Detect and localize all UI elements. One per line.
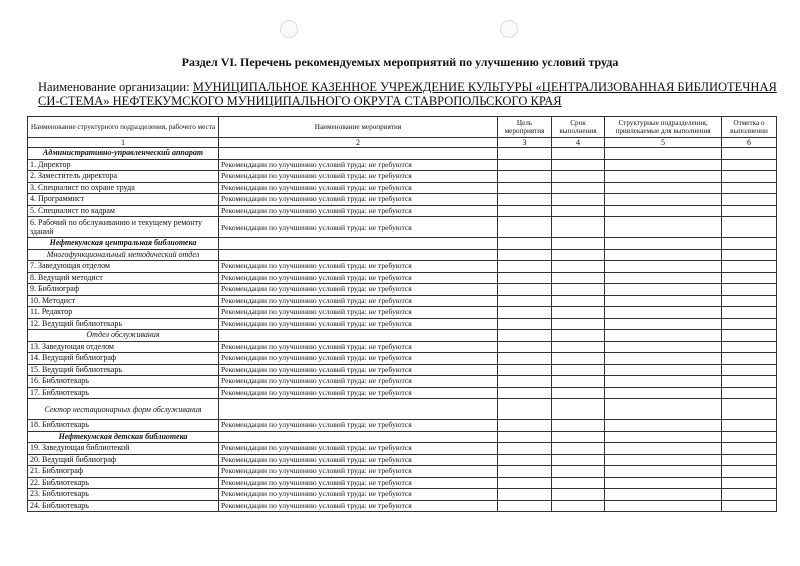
org-label: Наименование организации: [38,80,190,94]
empty-cell [552,489,605,501]
empty-cell [498,387,552,399]
table-row [28,272,777,284]
workplace-name: 8. Ведущий методист [28,272,219,284]
empty-cell [605,148,722,160]
workplace-name: 1. Директор [28,159,219,171]
empty-cell [605,420,722,432]
empty-cell [552,238,605,250]
organization-line [38,80,778,108]
empty-cell [219,148,498,160]
measure-cell: Рекомендации по улучшению условий труда: не требуются [219,341,498,353]
table-row [28,466,777,478]
column-number: 6 [722,138,777,148]
table-row [28,194,777,206]
empty-cell [722,261,777,273]
empty-cell [498,341,552,353]
empty-cell [552,272,605,284]
empty-cell [498,307,552,319]
empty-cell [552,171,605,183]
column-number-row [28,138,777,148]
empty-cell [219,330,498,342]
empty-cell [498,295,552,307]
empty-cell [605,454,722,466]
empty-cell [552,399,605,420]
column-number: 5 [605,138,722,148]
empty-cell [722,284,777,296]
measure-cell: Рекомендации по улучшению условий труда: не требуются [219,420,498,432]
table-row [28,217,777,238]
empty-cell [552,261,605,273]
punch-hole-right [500,20,518,38]
workplace-name: 13. Заведующая отделом [28,341,219,353]
section-title: Многофункциональный методический отдел [28,249,219,261]
empty-cell [498,489,552,501]
empty-cell [552,194,605,206]
empty-cell [552,249,605,261]
workplace-name: 23. Библиотекарь [28,489,219,501]
empty-cell [722,205,777,217]
empty-cell [605,171,722,183]
workplace-name: 9. Библиограф [28,284,219,296]
table-row [28,489,777,501]
empty-cell [605,431,722,443]
empty-cell [722,330,777,342]
empty-cell [498,330,552,342]
empty-cell [552,182,605,194]
empty-cell [552,307,605,319]
empty-cell [219,399,498,420]
measure-cell: Рекомендации по улучшению условий труда: не требуются [219,477,498,489]
section-title: Нефтекумская центральная библиотека [28,238,219,250]
empty-cell [605,295,722,307]
table-row [28,399,777,420]
empty-cell [605,466,722,478]
table-row [28,295,777,307]
workplace-name: 21. Библиограф [28,466,219,478]
workplace-name: 16. Библиотекарь [28,376,219,388]
table-row [28,477,777,489]
workplace-name: 4. Программист [28,194,219,206]
empty-cell [552,295,605,307]
measure-cell: Рекомендации по улучшению условий труда: не требуются [219,159,498,171]
empty-cell [722,399,777,420]
page-title: Раздел VI. Перечень рекомендуемых мероприятий по улучшению условий труда [181,55,619,69]
empty-cell [605,387,722,399]
workplace-name: 20. Ведущий библиограф [28,454,219,466]
empty-cell [605,330,722,342]
empty-cell [552,318,605,330]
empty-cell [605,353,722,365]
table-row [28,387,777,399]
section-title: Нефтекумская детская библиотека [28,431,219,443]
empty-cell [498,217,552,238]
empty-cell [605,489,722,501]
workplace-name: 3. Специалист по охране труда [28,182,219,194]
table-row [28,376,777,388]
empty-cell [722,249,777,261]
workplace-name: 5. Специалист по кадрам [28,205,219,217]
empty-cell [605,341,722,353]
empty-cell [722,159,777,171]
empty-cell [552,466,605,478]
empty-cell [552,159,605,171]
measure-cell: Рекомендации по улучшению условий труда: не требуются [219,454,498,466]
measure-cell: Рекомендации по улучшению условий труда: не требуются [219,364,498,376]
header-cell: Наименование мероприятия [219,117,498,138]
empty-cell [552,217,605,238]
empty-cell [722,272,777,284]
measure-cell: Рекомендации по улучшению условий труда: не требуются [219,284,498,296]
measure-cell: Рекомендации по улучшению условий труда: не требуются [219,272,498,284]
measure-cell: Рекомендации по улучшению условий труда: не требуются [219,466,498,478]
table-row [28,249,777,261]
empty-cell [552,477,605,489]
empty-cell [498,272,552,284]
workplace-name: 17. Библиотекарь [28,387,219,399]
table-header-row [28,117,777,138]
empty-cell [498,431,552,443]
table-row [28,330,777,342]
table-row [28,307,777,319]
empty-cell [605,500,722,512]
empty-cell [219,431,498,443]
table-row [28,148,777,160]
empty-cell [722,443,777,455]
table-row [28,318,777,330]
empty-cell [552,387,605,399]
empty-cell [605,217,722,238]
empty-cell [605,284,722,296]
empty-cell [605,318,722,330]
measure-cell: Рекомендации по улучшению условий труда: не требуются [219,489,498,501]
empty-cell [605,205,722,217]
empty-cell [498,249,552,261]
measure-cell: Рекомендации по улучшению условий труда: не требуются [219,182,498,194]
empty-cell [498,182,552,194]
empty-cell [552,364,605,376]
empty-cell [552,443,605,455]
measure-cell: Рекомендации по улучшению условий труда: не требуются [219,443,498,455]
measure-cell: Рекомендации по улучшению условий труда: не требуются [219,261,498,273]
empty-cell [722,182,777,194]
table-row [28,431,777,443]
empty-cell [498,364,552,376]
table-row [28,238,777,250]
empty-cell [552,341,605,353]
empty-cell [552,284,605,296]
empty-cell [552,454,605,466]
table-row [28,171,777,183]
table-row [28,205,777,217]
empty-cell [605,399,722,420]
measure-cell: Рекомендации по улучшению условий труда: не требуются [219,171,498,183]
measure-cell: Рекомендации по улучшению условий труда: не требуются [219,500,498,512]
empty-cell [722,489,777,501]
measures-table [27,116,777,512]
empty-cell [722,238,777,250]
empty-cell [605,443,722,455]
empty-cell [605,376,722,388]
measure-cell: Рекомендации по улучшению условий труда: не требуются [219,194,498,206]
table-row [28,159,777,171]
empty-cell [498,205,552,217]
empty-cell [722,194,777,206]
header-cell: Структурные подразделения, привлекаемые для выполнения [605,117,722,138]
measure-cell: Рекомендации по улучшению условий труда: не требуются [219,217,498,238]
empty-cell [498,261,552,273]
empty-cell [605,261,722,273]
header-cell: Наименование структурного подразделения, рабочего места [28,117,219,138]
empty-cell [605,182,722,194]
table-row [28,284,777,296]
empty-cell [552,353,605,365]
empty-cell [605,238,722,250]
measure-cell: Рекомендации по улучшению условий труда: не требуются [219,307,498,319]
measure-cell: Рекомендации по улучшению условий труда: не требуются [219,387,498,399]
empty-cell [605,307,722,319]
empty-cell [722,217,777,238]
empty-cell [722,420,777,432]
measure-cell: Рекомендации по улучшению условий труда: не требуются [219,318,498,330]
empty-cell [498,148,552,160]
empty-cell [605,194,722,206]
workplace-name: 15. Ведущий библиотекарь [28,364,219,376]
empty-cell [722,364,777,376]
empty-cell [722,376,777,388]
table-row [28,182,777,194]
empty-cell [722,454,777,466]
empty-cell [498,194,552,206]
header-cell: Отметка о выполнении [722,117,777,138]
empty-cell [552,500,605,512]
empty-cell [498,171,552,183]
empty-cell [552,148,605,160]
empty-cell [219,249,498,261]
empty-cell [498,159,552,171]
empty-cell [498,238,552,250]
empty-cell [722,341,777,353]
workplace-name: 18. Библиотекарь [28,420,219,432]
table-row [28,341,777,353]
measure-cell: Рекомендации по улучшению условий труда: не требуются [219,376,498,388]
workplace-name: 11. Редактор [28,307,219,319]
empty-cell [552,431,605,443]
empty-cell [498,284,552,296]
empty-cell [722,318,777,330]
empty-cell [722,387,777,399]
empty-cell [722,148,777,160]
empty-cell [498,376,552,388]
measure-cell: Рекомендации по улучшению условий труда: не требуются [219,295,498,307]
column-number: 2 [219,138,498,148]
empty-cell [605,249,722,261]
section-title: Сектор нестационарных форм обслуживания [28,399,219,420]
empty-cell [605,272,722,284]
empty-cell [605,364,722,376]
table-row [28,420,777,432]
column-number: 3 [498,138,552,148]
empty-cell [722,466,777,478]
empty-cell [552,205,605,217]
workplace-name: 14. Ведущий библиограф [28,353,219,365]
workplace-name: 12. Ведущий библиотекарь [28,318,219,330]
empty-cell [722,295,777,307]
punch-hole-left [280,20,298,38]
table-row [28,364,777,376]
empty-cell [722,477,777,489]
empty-cell [722,431,777,443]
table-row [28,353,777,365]
table-row [28,500,777,512]
workplace-name: 6. Рабочий по обслуживанию и текущему ремонту зданий [28,217,219,238]
measure-cell: Рекомендации по улучшению условий труда: не требуются [219,353,498,365]
empty-cell [722,307,777,319]
empty-cell [498,420,552,432]
empty-cell [498,500,552,512]
empty-cell [219,238,498,250]
column-number: 1 [28,138,219,148]
section-title: Административно-управленческий аппарат [28,148,219,160]
table-row [28,443,777,455]
empty-cell [498,454,552,466]
table-body [28,148,777,512]
measure-cell: Рекомендации по улучшению условий труда: не требуются [219,205,498,217]
empty-cell [552,376,605,388]
org-name: МУНИЦИПАЛЬНОЕ КАЗЕННОЕ УЧРЕЖДЕНИЕ КУЛЬТУРЫ «ЦЕНТРАЛИЗОВАННАЯ БИБЛИОТЕЧНАЯ СИ-СТЕМА» НЕФТЕКУМСКОГО МУНИЦИПАЛЬНОГО ОКРУГА СТАВРОПОЛЬСКОГО КРАЯ [38,80,777,108]
column-number: 4 [552,138,605,148]
empty-cell [498,477,552,489]
table-row [28,454,777,466]
empty-cell [498,466,552,478]
workplace-name: 19. Заведующая библиотекой [28,443,219,455]
table-row [28,261,777,273]
empty-cell [722,500,777,512]
empty-cell [605,159,722,171]
section-title: Отдел обслуживания [28,330,219,342]
workplace-name: 22. Библиотекарь [28,477,219,489]
empty-cell [498,443,552,455]
header-cell: Срок выполнения [552,117,605,138]
workplace-name: 2. Заместитель директора [28,171,219,183]
empty-cell [605,477,722,489]
empty-cell [722,353,777,365]
empty-cell [552,420,605,432]
workplace-name: 24. Библиотекарь [28,500,219,512]
empty-cell [498,399,552,420]
workplace-name: 10. Методист [28,295,219,307]
empty-cell [498,318,552,330]
empty-cell [498,353,552,365]
empty-cell [722,171,777,183]
workplace-name: 7. Заведующая отделом [28,261,219,273]
header-cell: Цель мероприятия [498,117,552,138]
empty-cell [552,330,605,342]
